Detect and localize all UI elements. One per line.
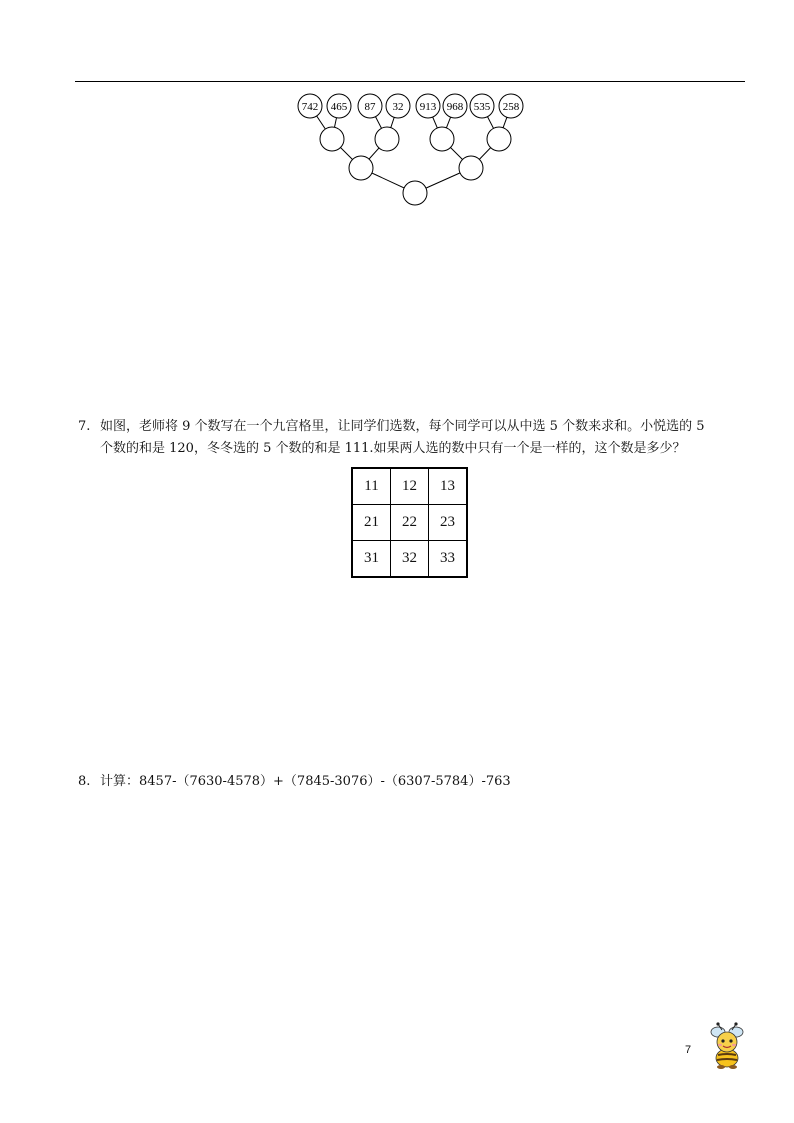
question-text-line: 如图，老师将 9 个数写在一个九宫格里，让同学们选数，每个同学可以从中选 5 个数来求和。小悦选的 5	[100, 419, 705, 434]
grid-cell: 23	[429, 505, 467, 541]
tree-empty-node	[320, 127, 344, 151]
tree-leaf-label: 535	[473, 101, 491, 113]
bee-icon	[706, 1022, 750, 1070]
question-text-line: 个数的和是 120，冬冬选的 5 个数的和是 111.如果两人选的数中只有一个是一样的，这个数是多少？	[100, 441, 686, 456]
question-number: 8.	[78, 774, 91, 789]
grid-cell: 12	[391, 469, 429, 505]
grid-cell: 33	[429, 541, 467, 577]
tree-empty-node	[487, 127, 511, 151]
question-text: 计算：8457-（7630-4578）+（7845-3076）-（6307-5784）-763	[100, 774, 511, 789]
tree-leaf-label: 968	[446, 101, 464, 113]
tree-empty-node	[459, 156, 483, 180]
grid-cell: 31	[353, 541, 391, 577]
grid-cell: 13	[429, 469, 467, 505]
tree-leaf-label: 32	[392, 101, 404, 113]
tree-leaf-label: 913	[419, 101, 437, 113]
header-rule	[75, 81, 745, 82]
question-number: 7.	[78, 419, 91, 434]
tree-leaf-label: 465	[330, 101, 348, 113]
grid-cell: 22	[391, 505, 429, 541]
page-number: 7	[685, 1044, 692, 1056]
tree-empty-node	[430, 127, 454, 151]
tree-leaf-label: 258	[502, 101, 520, 113]
tree-empty-node	[375, 127, 399, 151]
nine-square-grid	[352, 468, 467, 577]
tree-leaf-label: 87	[364, 101, 376, 113]
tree-root-node	[403, 181, 427, 205]
tree-leaf-label: 742	[301, 101, 319, 113]
tree-empty-node	[349, 156, 373, 180]
grid-cell: 32	[391, 541, 429, 577]
grid-cell: 11	[353, 469, 391, 505]
grid-cell: 21	[353, 505, 391, 541]
number-tree-diagram	[295, 92, 535, 212]
